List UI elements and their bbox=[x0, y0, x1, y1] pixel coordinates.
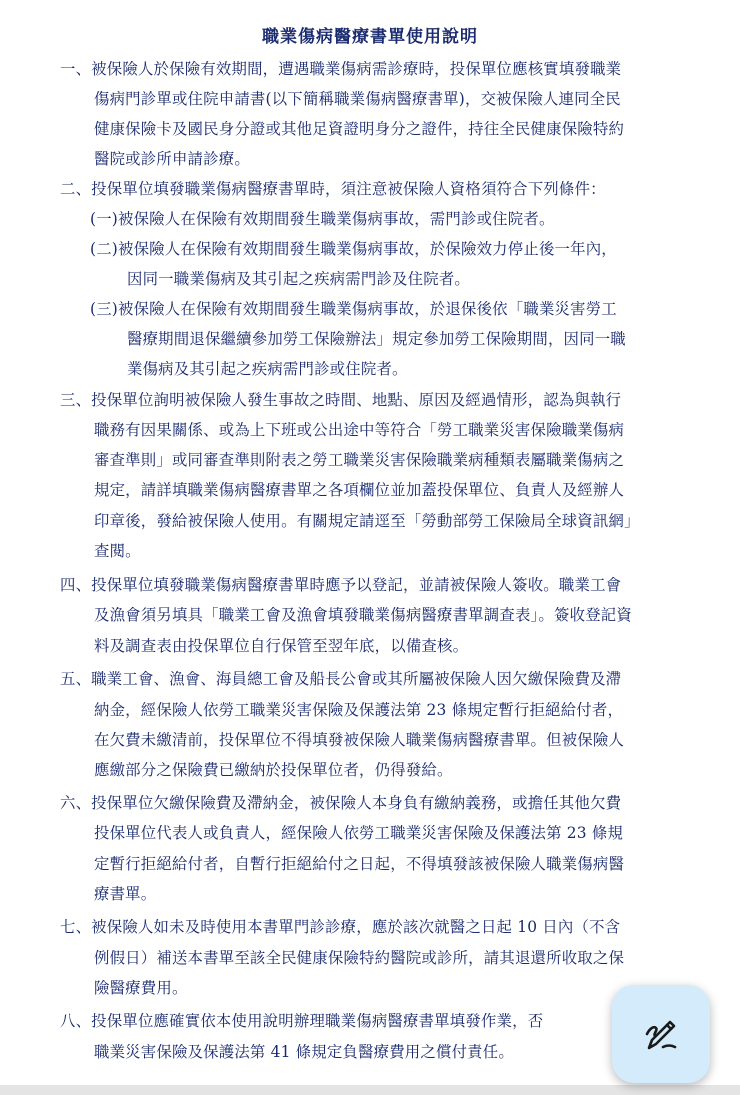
document-line: 健康保險卡及國民身分證或其他足資證明身分之證件，持往全民健康保險特約 bbox=[94, 120, 625, 138]
document-line: 投保單位代表人或負責人，經保險人依勞工職業災害保險及保護法第 23 條規 bbox=[94, 824, 624, 842]
document-line: 職業災害保險及保護法第 41 條規定負醫療費用之償付責任。 bbox=[94, 1043, 514, 1061]
document-line: (一)被保險人在保險有效期間發生職業傷病事故，需門診或住院者。 bbox=[90, 210, 555, 228]
document-line: 印章後，發給被保險人使用。有關規定請逕至「勞動部勞工保險局全球資訊網」 bbox=[94, 512, 640, 530]
edit-pen-icon bbox=[641, 1014, 681, 1054]
document-line: 因同一職業傷病及其引起之疾病需門診及住院者。 bbox=[127, 270, 470, 288]
document-line: 傷病門診單或住院申請書(以下簡稱職業傷病醫療書單)，交被保險人連同全民 bbox=[94, 90, 621, 108]
document-line: 查閱。 bbox=[94, 542, 141, 560]
document-line: 二、投保單位填發職業傷病醫療書單時，須注意被保險人資格須符合下列條件： bbox=[60, 180, 606, 198]
document-line: 業傷病及其引起之疾病需門診或住院者。 bbox=[127, 360, 408, 378]
document-line: 五、職業工會、漁會、海員總工會及船長公會或其所屬被保險人因欠繳保險費及滯 bbox=[60, 670, 622, 688]
document-line: 醫療期間退保繼續參加勞工保險辦法」規定參加勞工保險期間，因同一職 bbox=[127, 330, 626, 348]
document-line: 三、投保單位詢明被保險人發生事故之時間、地點、原因及經過情形，認為與執行 bbox=[60, 391, 622, 409]
document-line: 一、被保險人於保險有效期間，遭遇職業傷病需診療時，投保單位應核實填發職業 bbox=[60, 60, 622, 78]
document-line: (三)被保險人在保險有效期間發生職業傷病事故，於退保後依「職業災害勞工 bbox=[90, 300, 617, 318]
bottom-scroll-area bbox=[0, 1085, 740, 1095]
document-line: 及漁會須另填具「職業工會及漁會填發職業傷病醫療書單調查表」。簽收登記資 bbox=[94, 606, 632, 624]
document-line: 療書單。 bbox=[94, 885, 157, 903]
document-line: 醫院或診所申請診療。 bbox=[94, 150, 250, 168]
document-line: 料及調查表由投保單位自行保管至翌年底，以備查核。 bbox=[94, 637, 469, 655]
document-line: 在欠費未繳清前，投保單位不得填發被保險人職業傷病醫療書單。但被保險人 bbox=[94, 731, 625, 749]
edit-fab-button[interactable] bbox=[612, 985, 710, 1083]
document-line: 例假日）補送本書單至該全民健康保險特約醫院或診所，請其退還所收取之保 bbox=[94, 949, 625, 967]
document-line: 七、被保險人如未及時使用本書單門診診療，應於該次就醫之日起 10 日內（不含 bbox=[60, 918, 621, 936]
document-line: 納金，經保險人依勞工職業災害保險及保護法第 23 條規定暫行拒絕給付者， bbox=[94, 701, 624, 719]
document-line: 四、投保單位填發職業傷病醫療書單時應予以登記，並請被保險人簽收。職業工會 bbox=[60, 576, 622, 594]
document-line: 定暫行拒絕給付者，自暫行拒絕給付之日起，不得填發該被保險人職業傷病醫 bbox=[94, 855, 625, 873]
document-title: 職業傷病醫療書單使用說明 bbox=[262, 27, 478, 47]
document-line: 規定，請詳填職業傷病醫療書單之各項欄位並加蓋投保單位、負責人及經辦人 bbox=[94, 481, 625, 499]
document-line: 應繳部分之保險費已繳納於投保單位者，仍得發給。 bbox=[94, 761, 453, 779]
document-line: 職務有因果關係、或為上下班或公出途中等符合「勞工職業災害保險職業傷病 bbox=[94, 421, 625, 439]
document-line: (二)被保險人在保險有效期間發生職業傷病事故，於保險效力停止後一年內， bbox=[90, 240, 617, 258]
document-line: 八、投保單位應確實依本使用說明辦理職業傷病醫療書單填發作業，否 bbox=[60, 1012, 544, 1030]
document-line: 審查準則」或同審查準則附表之勞工職業災害保險職業病種類表屬職業傷病之 bbox=[94, 451, 625, 469]
document-line: 六、投保單位欠繳保險費及滯納金，被保險人本身負有繳納義務，或擔任其他欠費 bbox=[60, 794, 622, 812]
document-line: 險醫療費用。 bbox=[94, 979, 188, 997]
